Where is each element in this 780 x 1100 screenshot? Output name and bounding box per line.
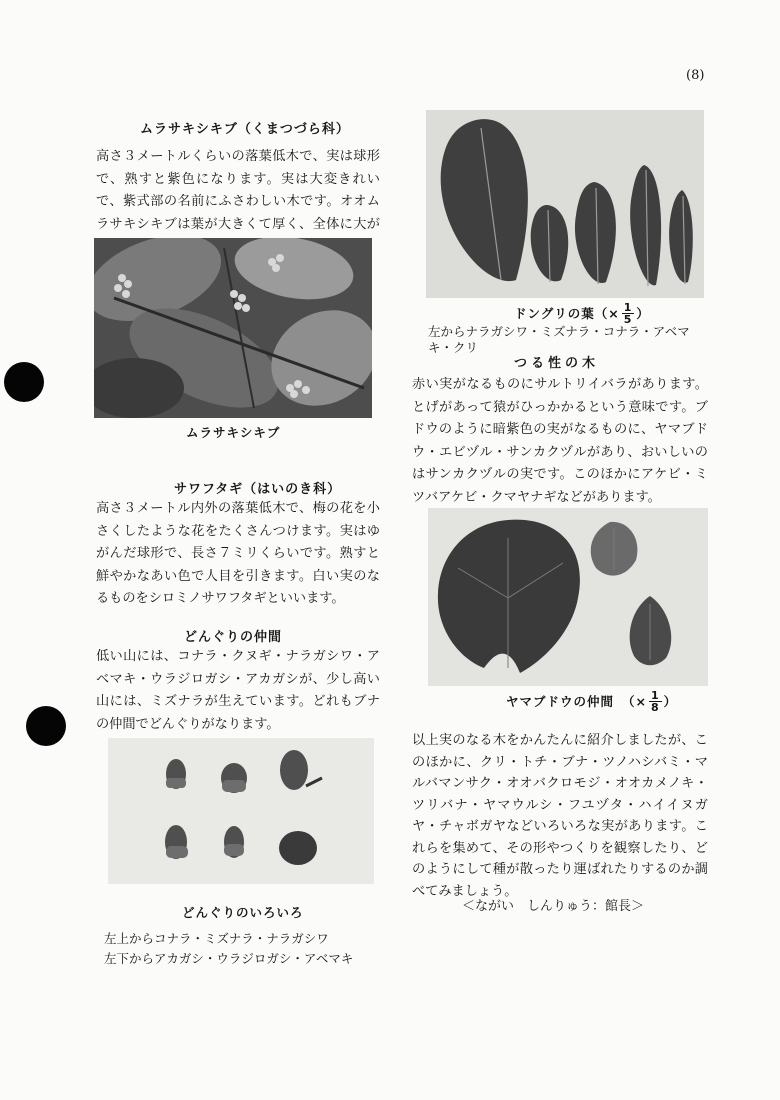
wild-grape-caption — [506, 690, 677, 713]
donguri-text: 低い山には、コナラ・クヌギ・ナラガシワ・アベマキ・ウラジロガシ・アカガシが、少し高い山には、ミズナラが生えています。どれもブナの仲間でどんぐりがなります。 — [96, 649, 380, 732]
murasakishikibu-photo — [94, 238, 372, 418]
binder-hole-top — [4, 362, 44, 402]
oak-leaves-species-list: 左からナラガシワ・ミズナラ・コナラ・アベマキ・クリ — [428, 324, 690, 355]
conclusion-text: 以上実のなる木をかんたんに紹介しましたが、このほかに、クリ・トチ・ブナ・ツノハシバミ・マルバマンサク・オオバクロモジ・オオカメノキ・ツリバナ・ヤマウルシ・フユヅタ・ハイイヌガヤ・チャボガヤなどいろいろな実があります。これらを集めて、その形やつくりを観察したり、どのようにして種が散ったり運ばれたりするのか調べてみましょう。 — [412, 733, 708, 899]
sawafutagi-text: 高さ３メートル内外の落葉低木で、梅の花を小さくしたような花をたくさんつけます。実はゆがんだ球形で、長さ７ミリくらいです。熟すと鮮やかなあい色で人目を引きます。白い実のなるものをシロミノサワフタギといいます。 — [96, 501, 380, 606]
vines-heading: つる性の木 — [514, 356, 600, 371]
wild-grape-caption-title: ヤマブドウの仲間 — [506, 694, 615, 709]
page-number: (8) — [686, 68, 705, 83]
oak-leaves-photo — [426, 110, 704, 298]
wild-grape-caption-prefix: （× — [622, 694, 647, 709]
oak-leaves-caption-close: ） — [636, 306, 650, 321]
oak-leaves-scale-fraction — [622, 302, 635, 325]
wild-grape-scale-fraction — [649, 690, 662, 713]
sawafutagi-heading: サワフタギ（はいのき科） — [174, 482, 342, 497]
murasakishikibu-heading: ムラサキシキブ（くまつづら科） — [140, 122, 350, 137]
acorn-caption-line1: 左上からコナラ・ミズナラ・ナラガシワ — [104, 931, 329, 946]
oak-leaves-caption — [514, 302, 650, 325]
oak-leaves-scale-denominator: 5 — [623, 313, 633, 326]
donguri-heading: どんぐりの仲間 — [184, 630, 283, 645]
wild-grape-scale-denominator: 8 — [651, 701, 660, 714]
wild-grape-caption-suffix: ） — [663, 694, 678, 709]
murasakishikibu-photo-caption: ムラサキシキブ — [186, 425, 281, 440]
acorn-photo-caption: どんぐりのいろいろ — [182, 905, 304, 920]
acorn-photo — [108, 738, 374, 884]
author-signature: ＜ながい しんりゅう：館長＞ — [462, 899, 645, 914]
oak-leaves-caption-title: ドングリの葉（× — [514, 306, 620, 321]
wild-grape-scale-numerator: 1 — [651, 689, 660, 702]
vines-text: 赤い実がなるものにサルトリイバラがあります。とげがあって猿がひっかかるという意味です。ブドウのように暗紫色の実がなるものに、ヤマブドウ・エビヅル・サンカクヅルがあり、おいしいのはサンカクヅルの実です。このほかにアケビ・ミツバアケビ・クマヤナギなどがあります。 — [412, 377, 708, 505]
wild-grape-photo — [428, 508, 708, 686]
oak-leaves-scale-numerator: 1 — [623, 301, 633, 314]
murasakishikibu-text: 高さ３メートルくらいの落葉低木で、実は球形で、熟すと紫色になります。実は大変きれいで、紫式部の名前にふさわしい木です。オオムラサキシキブは葉が大きくて厚く、全体に大が — [96, 149, 380, 232]
binder-hole-bottom — [26, 706, 66, 746]
acorn-caption-line2: 左下からアカガシ・ウラジロガシ・アベマキ — [104, 951, 354, 966]
